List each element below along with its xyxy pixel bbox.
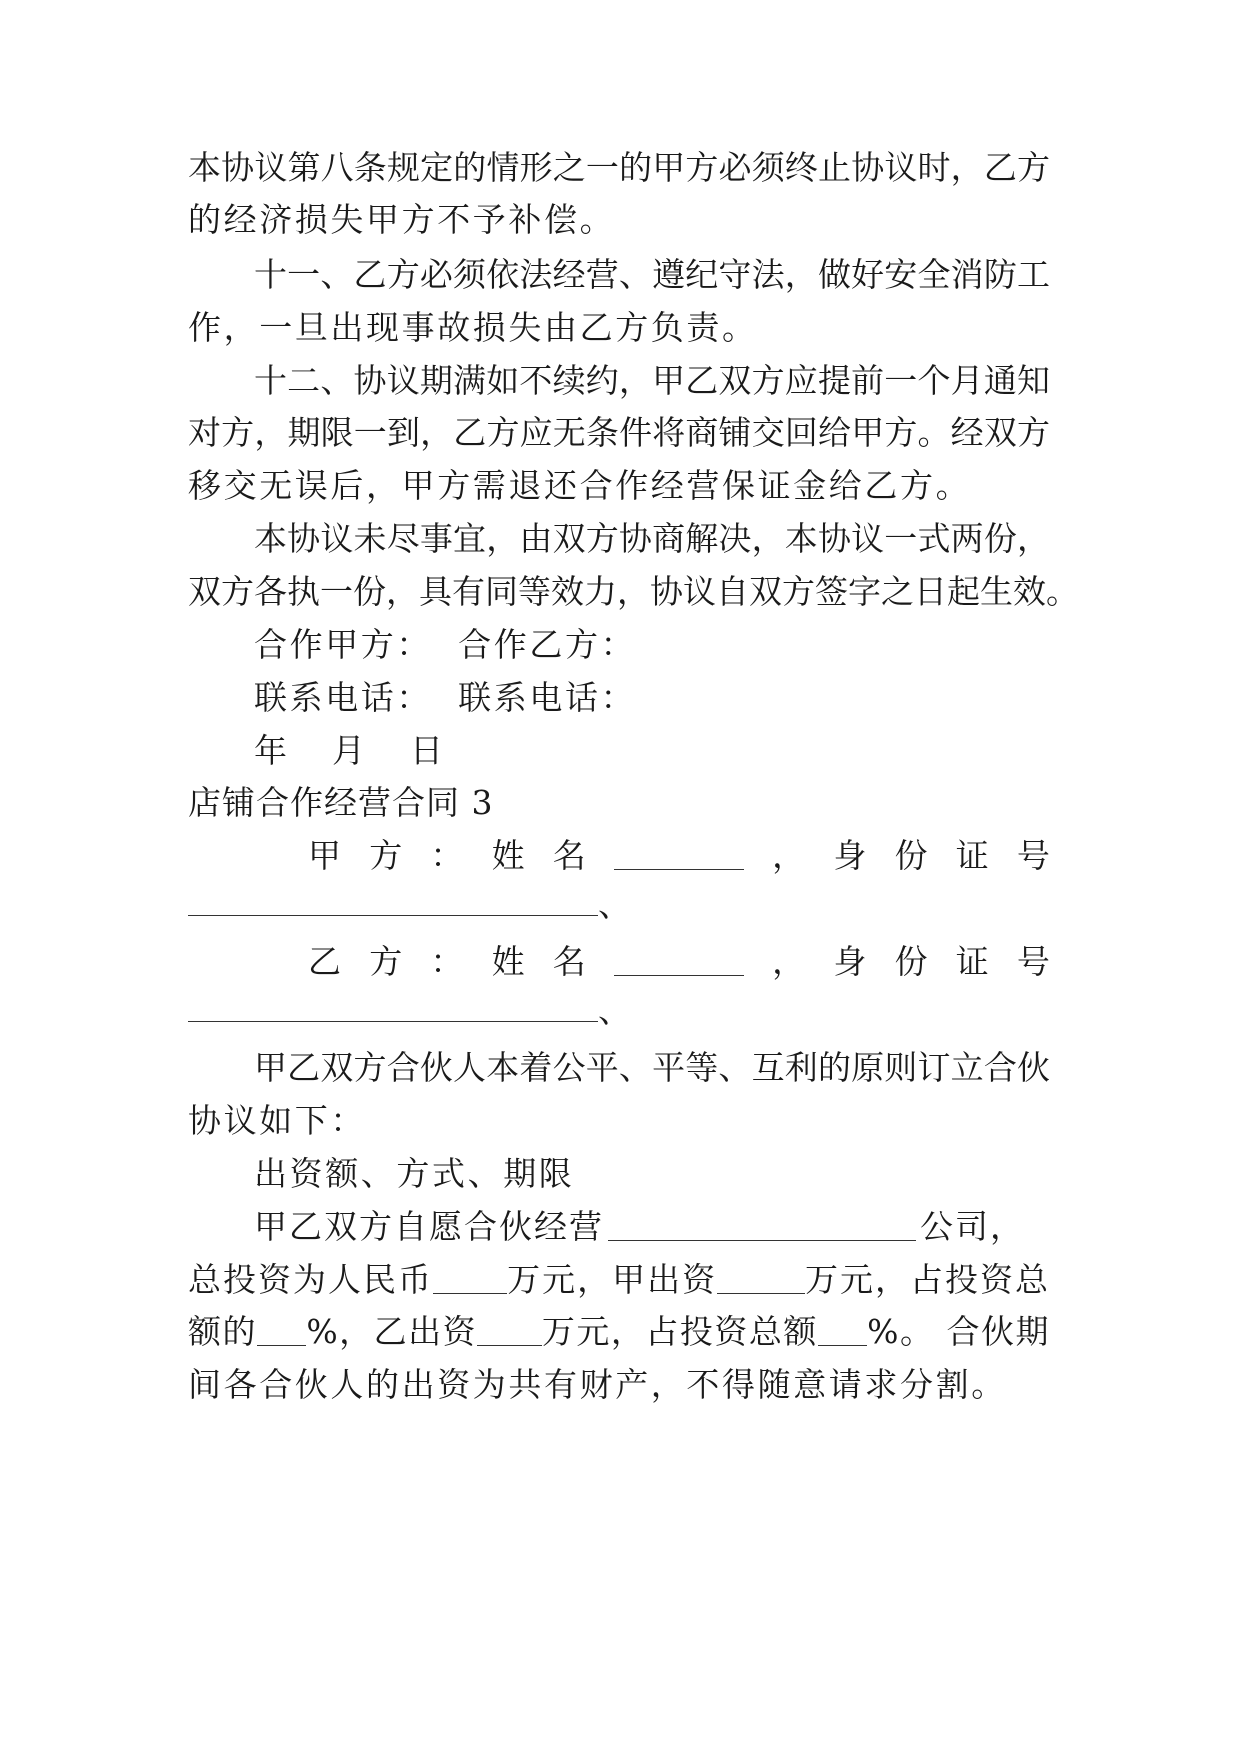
party-a-id-char: 证 [955,836,989,875]
text-line: 作，一旦出现事故损失由乙方负责。 [188,308,758,347]
text-line: 移交无误后，甲方需退还合作经营保证金给乙方。 [188,466,972,505]
text-fragment: 万元，占投资总 [805,1260,1050,1299]
party-a-id-line [188,885,631,925]
party-a-char: 方 [369,836,403,875]
text-fragment: 总投资为人民币 [188,1260,433,1299]
party-a-percent-blank[interactable] [257,1319,306,1346]
party-b-char: 乙 [308,942,341,981]
party-b-id-char: 份 [894,942,928,981]
party-b-char: 姓 [491,942,525,981]
text-fragment: 万元，占投资总额 [541,1312,818,1351]
party-b-id-line [188,991,631,1031]
text-line: 双方各执一份，具有同等效力，协议自双方签字之日起生效。 [188,572,1079,611]
clause-12: 十二、协议期满如不续约，甲乙双方应提前一个月通知 [254,361,1050,400]
contract-title: 店铺合作经营合同 3 [188,783,494,822]
investment-line-3 [188,1312,1050,1352]
signature-date: 年 月 日 [254,731,451,770]
text-fragment: %，乙出资 [306,1312,478,1351]
party-b-char: ： [430,942,464,981]
party-b-id-blank[interactable] [188,991,598,1022]
signature-phones: 联系电话： 联系电话： [254,678,637,717]
party-a-id-blank[interactable] [188,885,598,916]
section-heading: 出资额、方式、期限 [254,1154,575,1193]
party-a-char: 名 [552,836,586,875]
party-a-id-char: 份 [894,836,928,875]
party-a-char: 姓 [491,836,525,875]
investment-line-1 [254,1207,1050,1247]
text-fragment: %。 合伙期 [867,1312,1050,1351]
party-b-id-char: 号 [1016,942,1050,981]
party-a-line [188,836,1050,876]
text-fragment: 万元，甲出资 [507,1260,718,1299]
text-fragment: 公司， [920,1207,1025,1246]
text-line: 本协议第八条规定的情形之一的甲方必须终止协议时，乙方 [188,148,1050,187]
party-b-id-char: 身 [833,942,867,981]
company-name-blank[interactable] [608,1214,916,1241]
total-investment-blank[interactable] [433,1267,507,1294]
party-b-percent-blank[interactable] [818,1319,867,1346]
party-b-id-char: 证 [955,942,989,981]
party-b-char: 方 [369,942,403,981]
party-a-investment-blank[interactable] [717,1267,805,1294]
party-b-end: 、 [598,991,631,1030]
text-fragment: 甲乙双方自愿合伙经营 [254,1207,604,1246]
party-a-char: 甲 [308,836,341,875]
closing-clause: 本协议未尽事宜，由双方协商解决，本协议一式两份， [254,519,1050,558]
text-line: 的经济损失甲方不予补偿。 [188,200,616,239]
text-fragment: 额的 [188,1312,257,1351]
agreement-intro: 甲乙双方合伙人本着公平、平等、互利的原则订立合伙 [254,1048,1050,1087]
party-b-name-blank[interactable] [614,949,744,976]
party-b-investment-blank[interactable] [477,1319,542,1346]
party-a-id-char: 号 [1016,836,1050,875]
investment-line-2 [188,1260,1050,1300]
text-line: 协议如下： [188,1101,366,1140]
party-b-char: 名 [552,942,586,981]
text-line: 间各合伙人的出资为共有财产，不得随意请求分割。 [188,1365,1007,1404]
signature-parties: 合作甲方： 合作乙方： [254,625,637,664]
party-a-id-char: 身 [833,836,867,875]
party-b-comma: ， [772,942,806,981]
party-b-line [188,942,1050,982]
text-line: 对方，期限一到，乙方应无条件将商铺交回给甲方。经双方 [188,413,1050,452]
clause-11: 十一、乙方必须依法经营、遵纪守法，做好安全消防工 [254,255,1050,294]
party-a-name-blank[interactable] [614,843,744,870]
party-a-comma: ， [772,836,806,875]
party-a-end: 、 [598,885,631,924]
party-a-char: ： [430,836,464,875]
